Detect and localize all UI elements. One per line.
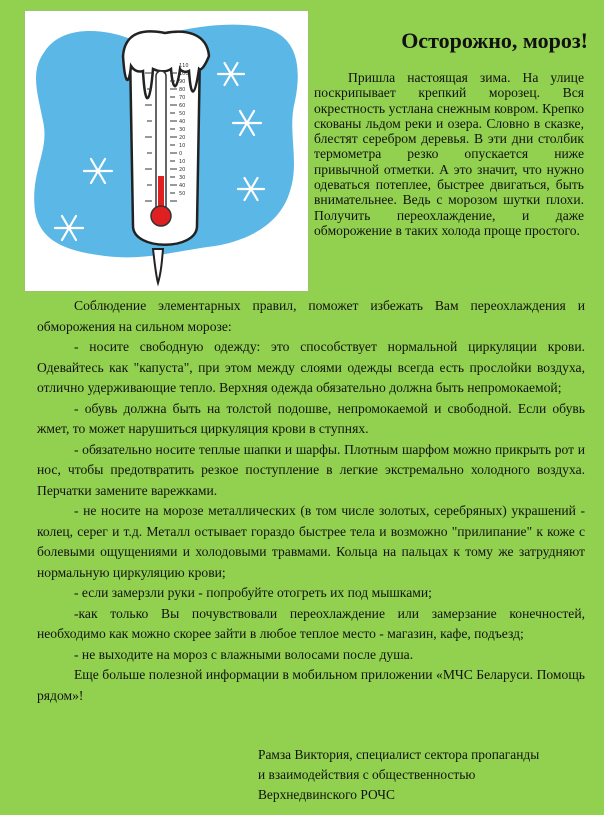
scale-label: 10 <box>179 159 186 165</box>
paragraph: - обязательно носите теплые шапки и шарфы. Плотным шарфом можно прикрыть рот и нос, чтобы предотвратить резкое поступление в легкие экстремально холодного воздуха. Перчатки замените варежками. <box>37 441 585 498</box>
scale-label: 110 <box>179 63 189 69</box>
scale-label: 80 <box>179 87 186 93</box>
thermometer-icon <box>25 11 308 291</box>
mercury-bulb <box>151 206 171 226</box>
paragraph: -как только Вы почувствовали переохлаждение или замерзание конечностей, необходимо как можно скорее зайти в любое теплое место - магазин, кафе, подъезд; <box>37 605 585 641</box>
scale-label: 0 <box>179 151 183 157</box>
scale-label: 20 <box>179 135 186 141</box>
signature-line: и взаимодействия с общественностью <box>258 767 476 782</box>
scale-label: 70 <box>179 95 186 101</box>
signature-line: Рамза Виктория, специалист сектора пропаганды <box>258 747 540 762</box>
bottom-icicle <box>153 249 163 283</box>
page-title: Осторожно, мороз! <box>401 28 588 53</box>
author-signature <box>258 745 588 805</box>
paragraph: - если замерзли руки - попробуйте отогреть их под мышками; <box>74 585 432 600</box>
scale-label: 20 <box>179 167 186 173</box>
scale-label: 30 <box>179 175 186 181</box>
scale-label: 40 <box>179 119 186 125</box>
paragraph: Соблюдение элементарных правил, поможет избежать Вам переохлаждения и обморожения на сильном морозе: <box>37 298 585 334</box>
paragraph: - не выходите на мороз с влажными волосами после душа. <box>74 646 414 662</box>
intro-text: Пришла настоящая зима. На улице поскрипывает крепкий морозец. Вся окрестность устлана снежным ковром. Крепко скованы льдом реки и озера. Словно в сказке, блестят серебром деревья. В эти дни столбик термометра резко опускается ниже привычной отметки. А это значит, что нужно одеваться потеплее, быстрее двигаться, быть внимательнее. Ведь с морозом шутки плохи. Получить переохлаждение, и даже обморожение в таких холода проще простого. <box>314 70 584 238</box>
scale-label: 10 <box>179 143 186 149</box>
scale-label: 50 <box>179 191 186 197</box>
paragraph: - не носите на морозе металлических (в том числе золотых, серебряных) украшений - колец, серег и т.д. Металл остывает гораздо быстрее тела и возможно "прилипание" к коже с болевыми ощущениями и холодовыми травмами. Кольца на пальцах к тому же затрудняют нормальную циркуляцию крови; <box>37 503 585 580</box>
scale-label: 40 <box>179 183 186 189</box>
signature-line: Верхнедвинского РОЧС <box>258 787 395 802</box>
scale-label: 90 <box>179 79 186 85</box>
paragraph: - обувь должна быть на толстой подошве, непромокаемой и свободной. Если обувь жмет, то может нарушиться циркуляция крови в ступнях. <box>37 400 585 436</box>
intro-paragraph <box>314 70 584 238</box>
scale-label: 50 <box>179 111 186 117</box>
scale-label: 100 <box>179 71 189 77</box>
article-body <box>37 296 585 706</box>
paragraph: Еще больше полезной информации в мобильном приложении «МЧС Беларуси. Помощь рядом»! <box>37 667 585 703</box>
scale-label: 30 <box>179 127 186 133</box>
thermometer-illustration <box>24 10 309 292</box>
paragraph: - носите свободную одежду: это способствует нормальной циркуляции крови. Одевайтесь как "капуста", при этом между слоями одежды всегда есть прослойки воздуха, отлично удерживающие тепло. Верхняя одежда обязательно должна быть непромокаемой; <box>37 339 585 395</box>
scale-label: 60 <box>179 103 186 109</box>
